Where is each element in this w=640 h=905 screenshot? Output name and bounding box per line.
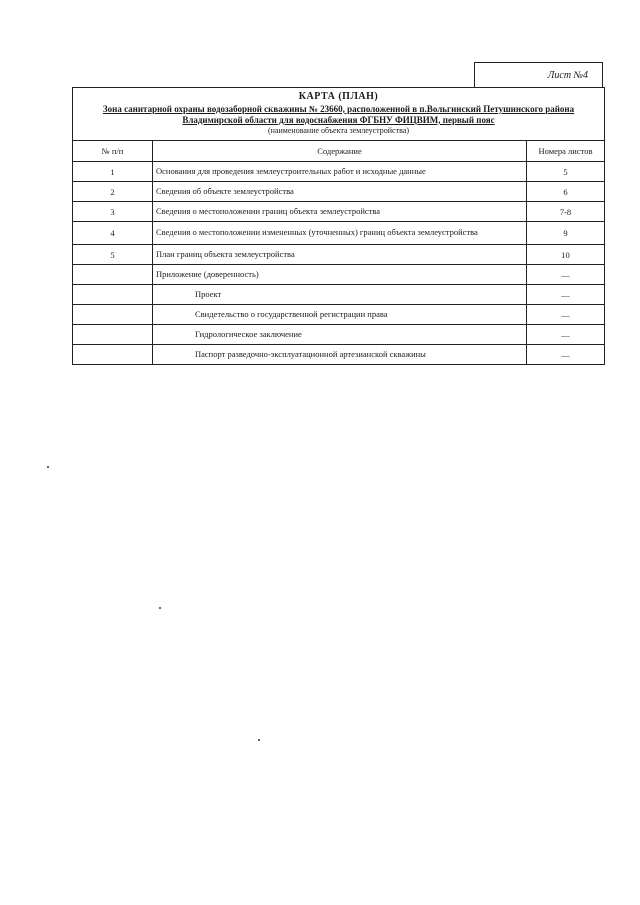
row-num: 2	[73, 182, 153, 202]
column-header-num: № п/п	[73, 141, 153, 162]
document-title: КАРТА (ПЛАН)	[298, 91, 379, 102]
row-pages: 10	[527, 245, 605, 265]
row-content: Гидрологическое заключение	[153, 325, 527, 345]
table-row	[73, 325, 605, 345]
table-row	[73, 245, 605, 265]
column-header-row	[73, 141, 605, 162]
document-header	[73, 88, 605, 141]
sheet-number-box	[474, 62, 603, 87]
contents-table	[72, 87, 605, 365]
row-pages: —	[527, 265, 605, 285]
row-pages: —	[527, 305, 605, 325]
row-content: Основания для проведения землеустроительных работ и исходные данные	[153, 162, 527, 182]
row-content: Проект	[153, 285, 527, 305]
table-row	[73, 162, 605, 182]
row-pages: 5	[527, 162, 605, 182]
row-num: 3	[73, 202, 153, 222]
document-caption: (наименование объекта землеустройства)	[268, 126, 409, 135]
row-content: Приложение (доверенность)	[153, 265, 527, 285]
row-num	[73, 325, 153, 345]
row-content: Паспорт разведочно-эксплуатационной артезианской скважины	[153, 345, 527, 365]
scan-speck	[258, 739, 260, 741]
row-content: Сведения о местоположении границ объекта землеустройства	[153, 202, 527, 222]
row-pages: —	[527, 345, 605, 365]
row-content: План границ объекта землеустройства	[153, 245, 527, 265]
row-content: Сведения о местоположении измененных (уточненных) границ объекта землеустройства	[153, 222, 527, 245]
row-num	[73, 345, 153, 365]
row-num: 4	[73, 222, 153, 245]
row-pages: 9	[527, 222, 605, 245]
table-row	[73, 182, 605, 202]
row-pages: —	[527, 325, 605, 345]
row-num	[73, 265, 153, 285]
row-pages: 7-8	[527, 202, 605, 222]
row-pages: —	[527, 285, 605, 305]
table-header-row	[73, 88, 605, 141]
table-row	[73, 222, 605, 245]
table-row	[73, 305, 605, 325]
row-num	[73, 305, 153, 325]
row-num	[73, 285, 153, 305]
column-header-content: Содержание	[153, 141, 527, 162]
table-row	[73, 285, 605, 305]
scan-speck	[47, 466, 49, 468]
row-num: 1	[73, 162, 153, 182]
row-num: 5	[73, 245, 153, 265]
row-content: Сведения об объекте землеустройства	[153, 182, 527, 202]
row-content: Свидетельство о государственной регистрации права	[153, 305, 527, 325]
column-header-pages: Номера листов	[527, 141, 605, 162]
sheet-number-label: Лист №4	[547, 69, 588, 81]
table-row	[73, 265, 605, 285]
table-row	[73, 202, 605, 222]
document-subtitle: Зона санитарной охраны водозаборной скважины № 23660, расположенной в п.Вольгинский Петушинского района Владимирской области для водоснабжения ФГБНУ ФИЦВИМ, первый пояс	[102, 103, 575, 125]
row-pages: 6	[527, 182, 605, 202]
scan-speck	[159, 607, 161, 609]
table-row	[73, 345, 605, 365]
